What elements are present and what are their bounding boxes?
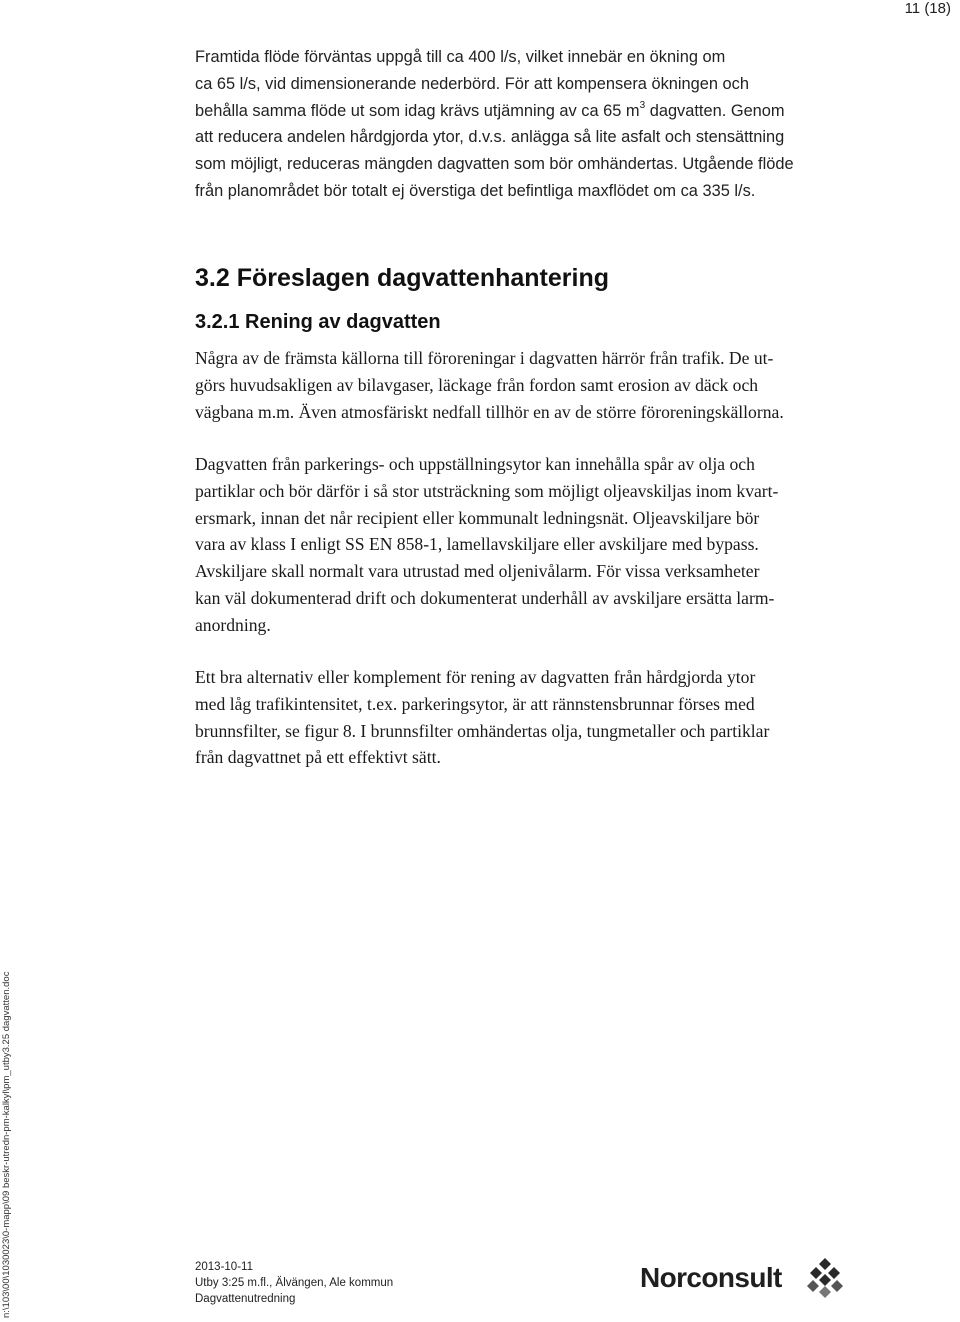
paragraph-line: vägbana m.m. Även atmosfäriskt nedfall tillhör en av de större föroreningskällorna. (195, 401, 784, 422)
logo-text: Norconsult (640, 1262, 782, 1293)
paragraph-line: Dagvatten från parkerings- och uppställningsytor kan innehålla spår av olja och (195, 454, 755, 474)
file-path-text: n:\103\00\1030023\0-mapp\09 beskr-utredn-pm-kalkyl\pm_utby3.25 dagvatten.doc (1, 971, 12, 1318)
paragraph-line: vara av klass I enligt SS EN 858-1, lamellavskiljare eller avskiljare med bypass. (195, 534, 759, 555)
section-heading: 3.2 Föreslagen dagvattenhantering (195, 264, 609, 292)
intro-line (195, 98, 845, 125)
paragraph-line: görs huvudsakligen av bilavgaser, läckage från fordon samt erosion av däck och (195, 374, 759, 395)
paragraph-line: med låg trafikintensitet, t.ex. parkeringsytor, är att rännstensbrunnar förses med (195, 693, 755, 714)
paragraph-line: partiklar och bör därför i så stor utsträckning som möjligt oljeavskiljas inom kvart- (195, 480, 779, 501)
paragraph-pollution-sources (195, 345, 845, 425)
intro-line: Framtida flöde förväntas uppgå till ca 400 l/s, vilket innebär en ökning om (195, 48, 726, 66)
paragraph-line: brunnsfilter, se figur 8. I brunnsfilter omhändertas olja, tungmetaller och partiklar (195, 720, 770, 741)
intro-line: från planområdet bör totalt ej överstiga det befintliga maxflödet om ca 335 l/s. (195, 181, 756, 200)
paragraph-well-filters (195, 664, 845, 771)
page-number: 11 (18) (904, 0, 951, 17)
subsection-heading: 3.2.1 Rening av dagvatten (195, 311, 441, 333)
intro-line: ca 65 l/s, vid dimensionerande nederbörd. För att kompensera ökningen och (195, 74, 749, 93)
paragraph-line: Ett bra alternativ eller komplement för rening av dagvatten från hårdgjorda ytor (195, 667, 756, 687)
paragraph-line: kan väl dokumenterad drift och dokumenterat underhåll av avskiljare ersätta larm- (195, 587, 775, 608)
intro-paragraph (195, 44, 845, 205)
paragraph-line: ersmark, innan det når recipient eller kommunalt ledningsnät. Oljeavskiljare bör (195, 507, 760, 528)
footer-doc-type: Dagvattenutredning (195, 1293, 296, 1305)
norconsult-diamond-logo-icon (805, 1258, 845, 1298)
paragraph-line: från dagvattnet på ett effektivt sätt. (195, 747, 441, 768)
paragraph-line: anordning. (195, 614, 271, 635)
intro-line-tail: dagvatten. Genom (645, 101, 785, 120)
footer (195, 1259, 393, 1307)
footer-date: 2013-10-11 (195, 1261, 253, 1273)
footer-project: Utby 3:25 m.fl., Älvängen, Ale kommun (195, 1277, 394, 1289)
company-logo (640, 1258, 845, 1298)
paragraph-line: Några av de främsta källorna till föroreningar i dagvatten härrör från trafik. De ut- (195, 348, 774, 368)
paragraph-line: Avskiljare skall normalt vara utrustad med oljenivålarm. För vissa verksamheter (195, 561, 760, 582)
intro-line: som möjligt, reduceras mängden dagvatten som bör omhändertas. Utgående flöde (195, 155, 794, 174)
paragraph-oil-separators (195, 451, 845, 639)
superscript: 3 (639, 99, 646, 111)
intro-line: att reducera andelen hårdgjorda ytor, d.v.s. anlägga så lite asfalt och stensättning (195, 128, 785, 147)
intro-line-text: behålla samma flöde ut som idag krävs utjämning av ca 65 m (195, 101, 640, 120)
